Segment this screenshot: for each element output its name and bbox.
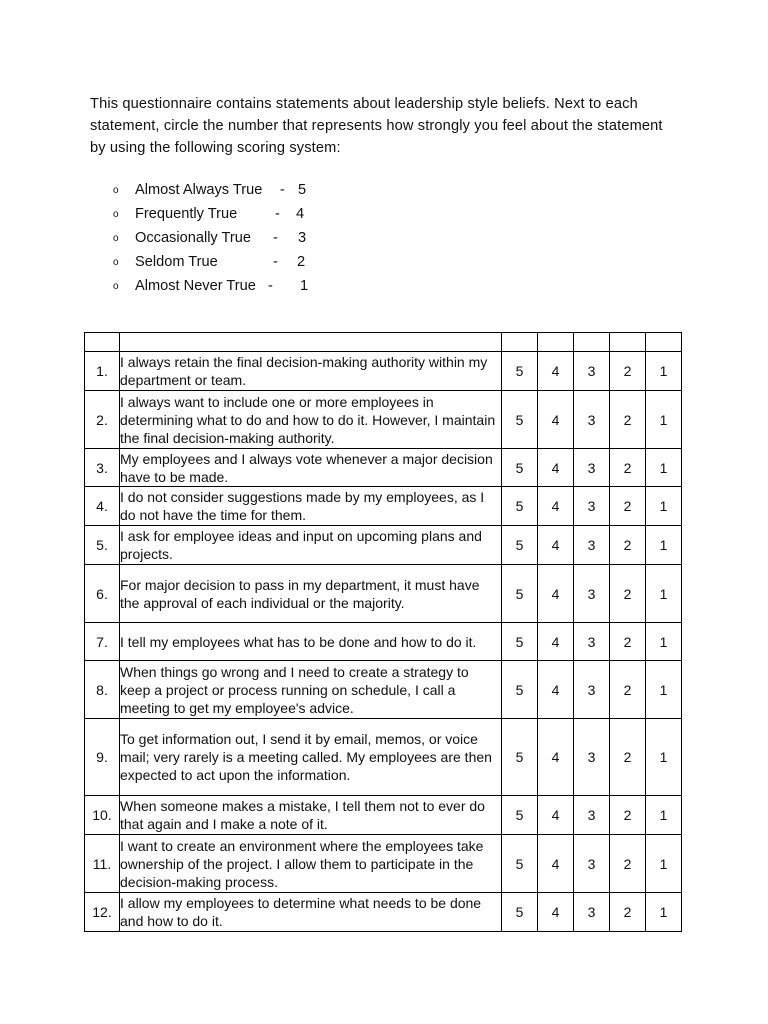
score-option[interactable]: 3 <box>574 893 610 932</box>
table-row <box>85 352 682 391</box>
scale-label: Occasionally True <box>135 230 251 246</box>
instructions-paragraph: This questionnaire contains statements about leadership style beliefs. Next to each statement, circle the number that represents how strongly you feel about the statement by using the following scoring system: <box>90 96 663 156</box>
score-option[interactable]: 3 <box>574 796 610 835</box>
bullet-icon: o <box>113 281 119 292</box>
statement-text: I do not consider suggestions made by my employees, as I do not have the time for them. <box>120 487 502 526</box>
statement-number: 1. <box>85 352 120 391</box>
header-cell <box>610 333 646 352</box>
score-option[interactable]: 2 <box>610 449 646 487</box>
statement-text: For major decision to pass in my department, it must have the approval of each individual or the majority. <box>120 565 502 623</box>
scale-dash: - <box>268 278 273 294</box>
table-row <box>85 449 682 487</box>
statement-number: 2. <box>85 391 120 449</box>
score-option[interactable]: 2 <box>610 526 646 565</box>
table-row <box>85 835 682 893</box>
score-option[interactable]: 1 <box>646 526 682 565</box>
scale-value: 1 <box>300 278 309 294</box>
statement-text: My employees and I always vote whenever a major decision have to be made. <box>120 449 502 487</box>
score-option[interactable]: 4 <box>538 661 574 719</box>
score-option[interactable]: 1 <box>646 661 682 719</box>
statement-text: I want to create an environment where the employees take ownership of the project. I allow them to participate in the decision-making process. <box>120 835 502 893</box>
score-option[interactable]: 5 <box>502 449 538 487</box>
score-option[interactable]: 2 <box>610 352 646 391</box>
score-option[interactable]: 4 <box>538 893 574 932</box>
score-option[interactable]: 4 <box>538 391 574 449</box>
statement-text: When things go wrong and I need to create a strategy to keep a project or process running on schedule, I call a meeting to get my employee's advice. <box>120 661 502 719</box>
table-row <box>85 719 682 796</box>
table-row <box>85 893 682 932</box>
scale-value: 2 <box>297 254 306 270</box>
table-row <box>85 565 682 623</box>
score-option[interactable]: 5 <box>502 487 538 526</box>
statement-number: 7. <box>85 623 120 661</box>
scale-dash: - <box>280 182 285 198</box>
score-option[interactable]: 1 <box>646 449 682 487</box>
score-option[interactable]: 1 <box>646 796 682 835</box>
scale-label: Almost Never True <box>135 278 256 294</box>
score-option[interactable]: 4 <box>538 835 574 893</box>
scale-dash: - <box>273 254 278 270</box>
score-option[interactable]: 2 <box>610 661 646 719</box>
bullet-icon: o <box>113 233 119 244</box>
scale-value: 4 <box>296 206 305 222</box>
scale-dash: - <box>275 206 280 222</box>
statement-number: 8. <box>85 661 120 719</box>
statement-number: 6. <box>85 565 120 623</box>
score-option[interactable]: 5 <box>502 623 538 661</box>
score-option[interactable]: 4 <box>538 623 574 661</box>
table-row <box>85 796 682 835</box>
score-option[interactable]: 3 <box>574 565 610 623</box>
table-row <box>85 526 682 565</box>
statement-text: I ask for employee ideas and input on upcoming plans and projects. <box>120 526 502 565</box>
score-option[interactable]: 1 <box>646 719 682 796</box>
table-row <box>85 623 682 661</box>
score-option[interactable]: 1 <box>646 893 682 932</box>
score-option[interactable]: 1 <box>646 623 682 661</box>
score-option[interactable]: 2 <box>610 623 646 661</box>
score-option[interactable]: 2 <box>610 835 646 893</box>
statement-text: I allow my employees to determine what needs to be done and how to do it. <box>120 893 502 932</box>
statement-number: 5. <box>85 526 120 565</box>
score-option[interactable]: 3 <box>574 391 610 449</box>
score-option[interactable]: 4 <box>538 565 574 623</box>
score-option[interactable]: 3 <box>574 719 610 796</box>
statement-number: 12. <box>85 893 120 932</box>
score-option[interactable]: 5 <box>502 835 538 893</box>
score-option[interactable]: 3 <box>574 526 610 565</box>
score-option[interactable]: 4 <box>538 449 574 487</box>
score-option[interactable]: 4 <box>538 352 574 391</box>
score-option[interactable]: 1 <box>646 487 682 526</box>
statement-number: 11. <box>85 835 120 893</box>
bullet-icon: o <box>113 257 119 268</box>
score-option[interactable]: 4 <box>538 796 574 835</box>
scale-dash: - <box>273 230 278 246</box>
header-cell <box>538 333 574 352</box>
score-option[interactable]: 1 <box>646 835 682 893</box>
statement-text: I always retain the final decision-making authority within my department or team. <box>120 352 502 391</box>
score-option[interactable]: 5 <box>502 565 538 623</box>
score-option[interactable]: 1 <box>646 391 682 449</box>
table-row <box>85 391 682 449</box>
statement-number: 9. <box>85 719 120 796</box>
score-option[interactable]: 1 <box>646 565 682 623</box>
score-option[interactable]: 3 <box>574 352 610 391</box>
score-option[interactable]: 4 <box>538 719 574 796</box>
score-option[interactable]: 5 <box>502 796 538 835</box>
statement-text: I always want to include one or more employees in determining what to do and how to do it. However, I maintain the final decision-making authority. <box>120 391 502 449</box>
score-option[interactable]: 5 <box>502 893 538 932</box>
score-option[interactable]: 5 <box>502 661 538 719</box>
score-option[interactable]: 3 <box>574 661 610 719</box>
table-row <box>85 661 682 719</box>
score-option[interactable]: 2 <box>610 487 646 526</box>
score-option[interactable]: 5 <box>502 391 538 449</box>
score-option[interactable]: 2 <box>610 893 646 932</box>
score-option[interactable]: 4 <box>538 526 574 565</box>
table-row <box>85 487 682 526</box>
score-option[interactable]: 2 <box>610 719 646 796</box>
score-option[interactable]: 2 <box>610 565 646 623</box>
statement-text: I tell my employees what has to be done and how to do it. <box>120 623 502 661</box>
header-cell <box>574 333 610 352</box>
bullet-icon: o <box>113 209 119 220</box>
score-option[interactable]: 5 <box>502 719 538 796</box>
statement-text: To get information out, I send it by email, memos, or voice mail; very rarely is a meeting called. My employees are then expected to act upon the information. <box>120 719 502 796</box>
scale-label: Frequently True <box>135 206 238 222</box>
header-cell <box>120 333 502 352</box>
score-option[interactable]: 2 <box>610 391 646 449</box>
table-header-row <box>85 333 682 352</box>
score-option[interactable]: 3 <box>574 487 610 526</box>
statement-text: When someone makes a mistake, I tell them not to ever do that again and I make a note of it. <box>120 796 502 835</box>
score-option[interactable]: 1 <box>646 352 682 391</box>
score-option[interactable]: 2 <box>610 796 646 835</box>
scale-value: 3 <box>298 230 307 246</box>
score-option[interactable]: 5 <box>502 352 538 391</box>
score-option[interactable]: 3 <box>574 835 610 893</box>
score-option[interactable]: 5 <box>502 526 538 565</box>
header-cell <box>85 333 120 352</box>
score-option[interactable]: 4 <box>538 487 574 526</box>
scale-label: Almost Always True <box>135 182 263 198</box>
scale-value: 5 <box>298 182 307 198</box>
questionnaire-table <box>84 332 682 932</box>
header-cell <box>502 333 538 352</box>
score-option[interactable]: 3 <box>574 623 610 661</box>
statement-number: 4. <box>85 487 120 526</box>
statement-number: 3. <box>85 449 120 487</box>
bullet-icon: o <box>113 185 119 196</box>
statement-number: 10. <box>85 796 120 835</box>
scale-label: Seldom True <box>135 254 218 270</box>
header-cell <box>646 333 682 352</box>
score-option[interactable]: 3 <box>574 449 610 487</box>
